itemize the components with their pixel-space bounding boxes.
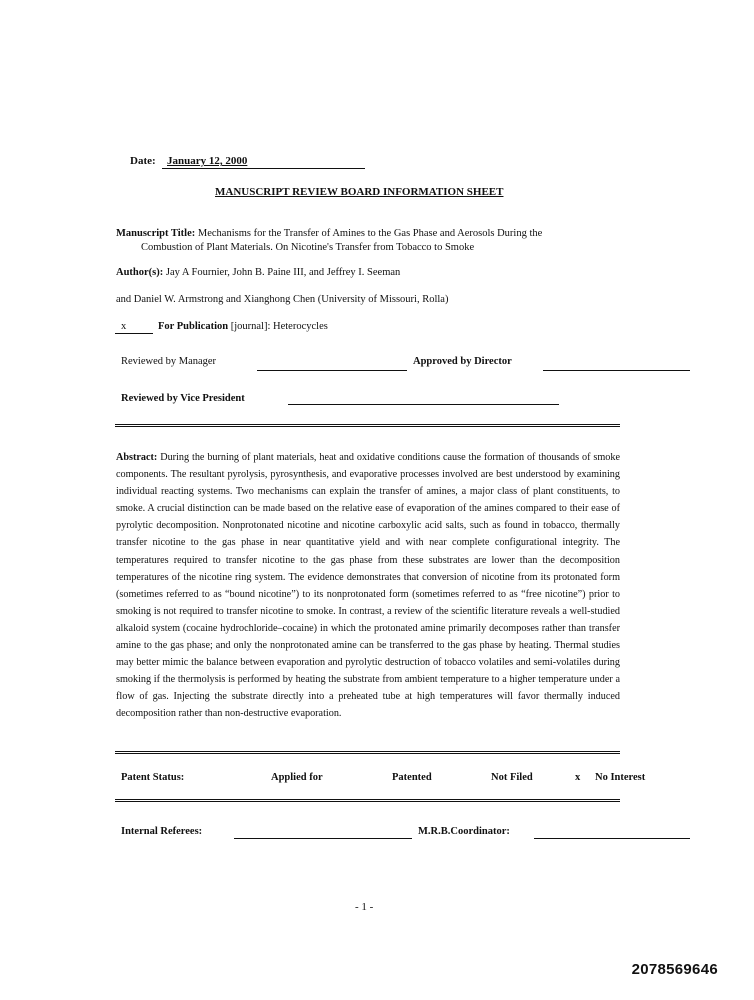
internal-referees-label: Internal Referees:: [121, 826, 203, 837]
manuscript-title: [116, 227, 620, 255]
reviewed-by-manager-label: Reviewed by Manager: [121, 356, 217, 367]
date-value: January 12, 2000: [167, 155, 248, 167]
abstract: [116, 449, 620, 723]
publication-line: [158, 321, 328, 332]
section-divider-1: [115, 424, 620, 427]
mrb-coordinator-label: M.R.B.Coordinator:: [418, 826, 510, 837]
section-divider-2: [115, 751, 620, 754]
abstract-text: During the burning of plant materials, heat and oxidative conditions cause the formation of thousands of smoke components. The resultant pyrolysis, pyrosynthesis, and evaporative processes involved are best understood by examining individual reacting systems. Two mechanisms can explain the transfer of amines, a major class of plant constituents, to smoke. A crucial distinction can be made based on the relative ease of evaporation of the amines compared to their ease of pyrolytic decomposition. Nonprotonated nicotine and nicotine carboxylic acid salts, such as found in tobacco, thermally transfer nicotine to the gas phase in near quantitative yield and with near complete configurational integrity. The temperatures required to transfer nicotine to the gas phase from these substrates are lower than the decomposition temperatures of the nicotine ring system. The evidence demonstrates that conversion of nicotine from its protonated form (sometimes referred to as “bound nicotine”) to its nonprotonated form (sometimes referred to as “free nicotine”) prior to smoking is not required to transfer nicotine to smoke. In contrast, a review of the scientific literature reveals a well-studied alkaloid system (cocaine hydrochloride–cocaine) in which the protonated amine primarily decomposes rather than transfer amine to the gas phase; and only the nonprotonated amine can be transferred to the gas phase by heating. Thermal studies may better mimic the balance between evaporation and pyrolytic destruction of tobacco volatiles and semi-volatiles during smoking if the thermolysis is performed by heating the substrate from ambient temperature to a higher temperature under a flow of gas. Injecting the substrate directly into a preheated tube at high temperatures will favor thermally induced decomposition rather than non-destructive evaporation.: [116, 452, 620, 720]
publication-journal-label: [journal]:: [230, 321, 271, 332]
authors-line: [116, 267, 400, 278]
patent-applied-option[interactable]: Applied for: [271, 772, 323, 783]
publication-mark-line: [115, 333, 153, 334]
manager-signature-line[interactable]: [257, 370, 407, 371]
reviewed-by-vp-label: Reviewed by Vice President: [121, 393, 245, 404]
authors-line-2: and Daniel W. Armstrong and Xianghong Chen (University of Missouri, Rolla): [116, 294, 449, 305]
authors-value: Jay A Fournier, John B. Paine III, and Jeffrey I. Seeman: [165, 267, 401, 278]
page-title: MANUSCRIPT REVIEW BOARD INFORMATION SHEET: [215, 186, 504, 198]
section-divider-3: [115, 799, 620, 802]
patent-no-interest-option[interactable]: No Interest: [595, 772, 646, 783]
director-signature-line[interactable]: [543, 370, 690, 371]
approved-by-director-label: Approved by Director: [413, 356, 512, 367]
internal-referees-line[interactable]: [234, 838, 412, 839]
date-underline: [162, 168, 365, 169]
patent-no-interest-mark: x: [575, 772, 581, 783]
patent-not-filed-option[interactable]: Not Filed: [491, 772, 533, 783]
publication-label: For Publication: [158, 321, 229, 332]
authors-label: Author(s):: [116, 267, 164, 278]
patent-status-label: Patent Status:: [121, 772, 185, 783]
abstract-label: Abstract:: [116, 452, 158, 463]
page-number: - 1 -: [355, 901, 374, 913]
date-label: Date:: [130, 155, 156, 167]
patent-patented-option[interactable]: Patented: [392, 772, 432, 783]
mrb-coordinator-line[interactable]: [534, 838, 690, 839]
manuscript-title-line2: Combustion of Plant Materials. On Nicotine's Transfer from Tobacco to Smoke: [141, 242, 475, 253]
manuscript-title-label: Manuscript Title:: [116, 228, 196, 239]
manuscript-title-line1: Mechanisms for the Transfer of Amines to the Gas Phase and Aerosols During the: [197, 228, 543, 239]
vp-signature-line[interactable]: [288, 404, 559, 405]
publication-mark: x: [121, 321, 127, 332]
document-number: 2078569646: [631, 961, 718, 978]
publication-journal: Heterocycles: [273, 321, 328, 332]
